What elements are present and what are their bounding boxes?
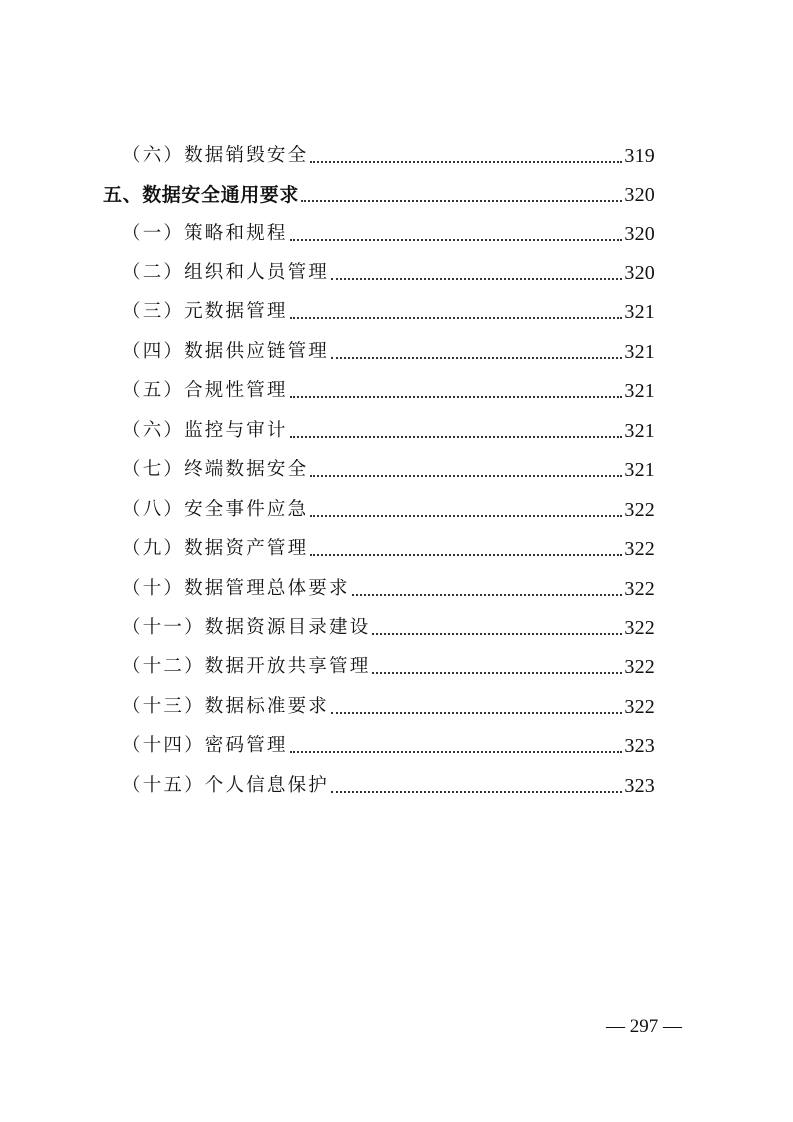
toc-dot-leader — [331, 791, 622, 793]
toc-entry-page: 319 — [624, 145, 655, 167]
toc-entry-title: （四）数据供应链管理 — [122, 341, 330, 362]
toc-entry-title: （六）监控与审计 — [122, 420, 288, 441]
toc-entry-title: （九）数据资产管理 — [122, 538, 309, 559]
toc-entry-page: 321 — [624, 459, 655, 481]
toc-entry[interactable] — [122, 373, 655, 403]
toc-entry[interactable] — [122, 294, 655, 324]
toc-dot-leader — [301, 200, 622, 202]
toc-entry-page: 320 — [624, 262, 655, 284]
toc-entry-title: （十二）数据开放共享管理 — [122, 656, 371, 677]
toc-entry-title: （六）数据销毁安全 — [122, 145, 309, 166]
toc-dot-leader — [290, 396, 623, 398]
toc-entry-page: 321 — [624, 420, 655, 442]
toc-entry-page: 321 — [624, 380, 655, 402]
toc-dot-leader — [290, 751, 623, 753]
toc-entry-title: （一）策略和规程 — [122, 223, 288, 244]
toc-entry-title: （七）终端数据安全 — [122, 459, 309, 480]
toc-dot-leader — [310, 161, 622, 163]
toc-entry-page: 322 — [624, 617, 655, 639]
toc-entry-page: 322 — [624, 538, 655, 560]
toc-entry-title: （三）元数据管理 — [122, 301, 288, 322]
toc-dot-leader — [331, 357, 622, 359]
toc-entry-title: （二）组织和人员管理 — [122, 262, 330, 283]
toc-entry-page: 322 — [624, 656, 655, 678]
toc-section-heading[interactable] — [103, 177, 655, 207]
toc-entry[interactable] — [122, 138, 655, 168]
toc-dot-leader — [290, 436, 623, 438]
toc-entry[interactable] — [122, 531, 655, 561]
toc-dot-leader — [352, 594, 623, 596]
toc-entry[interactable] — [122, 452, 655, 482]
toc-entry-page: 320 — [624, 223, 655, 245]
toc-dot-leader — [310, 515, 622, 517]
toc-entry-page: 322 — [624, 578, 655, 600]
toc-entry-page: 323 — [624, 735, 655, 757]
toc-dot-leader — [372, 672, 622, 674]
toc-entry[interactable] — [122, 610, 655, 640]
toc-entry[interactable] — [122, 649, 655, 679]
toc-dot-leader — [372, 633, 622, 635]
toc-entry-title: （八）安全事件应急 — [122, 499, 309, 520]
toc-entry[interactable] — [122, 768, 655, 798]
toc-entry[interactable] — [122, 689, 655, 719]
toc-dot-leader — [331, 712, 622, 714]
toc-entry-title: （十）数据管理总体要求 — [122, 578, 350, 599]
toc-entry-page: 323 — [624, 775, 655, 797]
toc-entry-page: 321 — [624, 341, 655, 363]
toc-entry-title: （十四）密码管理 — [122, 735, 288, 756]
toc-dot-leader — [290, 317, 623, 319]
toc-entry-page: 322 — [624, 499, 655, 521]
toc-entry-title: 五、数据安全通用要求 — [103, 184, 300, 206]
toc-dot-leader — [310, 554, 622, 556]
toc-dot-leader — [290, 239, 623, 241]
toc-entry[interactable] — [122, 571, 655, 601]
toc-entry[interactable] — [122, 728, 655, 758]
toc-entry-page: 322 — [624, 696, 655, 718]
toc-entry-title: （五）合规性管理 — [122, 380, 288, 401]
toc-entry-page: 320 — [624, 184, 655, 206]
toc-entry[interactable] — [122, 334, 655, 364]
toc-entry[interactable] — [122, 255, 655, 285]
toc-entry-title: （十一）数据资源目录建设 — [122, 617, 371, 638]
toc-dot-leader — [331, 278, 622, 280]
toc-entry-title: （十三）数据标准要求 — [122, 696, 330, 717]
toc-entry[interactable] — [122, 216, 655, 246]
toc-dot-leader — [310, 475, 622, 477]
toc-entry[interactable] — [122, 492, 655, 522]
toc-entry-page: 321 — [624, 301, 655, 323]
toc-entry-title: （十五）个人信息保护 — [122, 775, 330, 796]
page-number: — 297 — — [606, 1016, 682, 1037]
toc-entry[interactable] — [122, 413, 655, 443]
